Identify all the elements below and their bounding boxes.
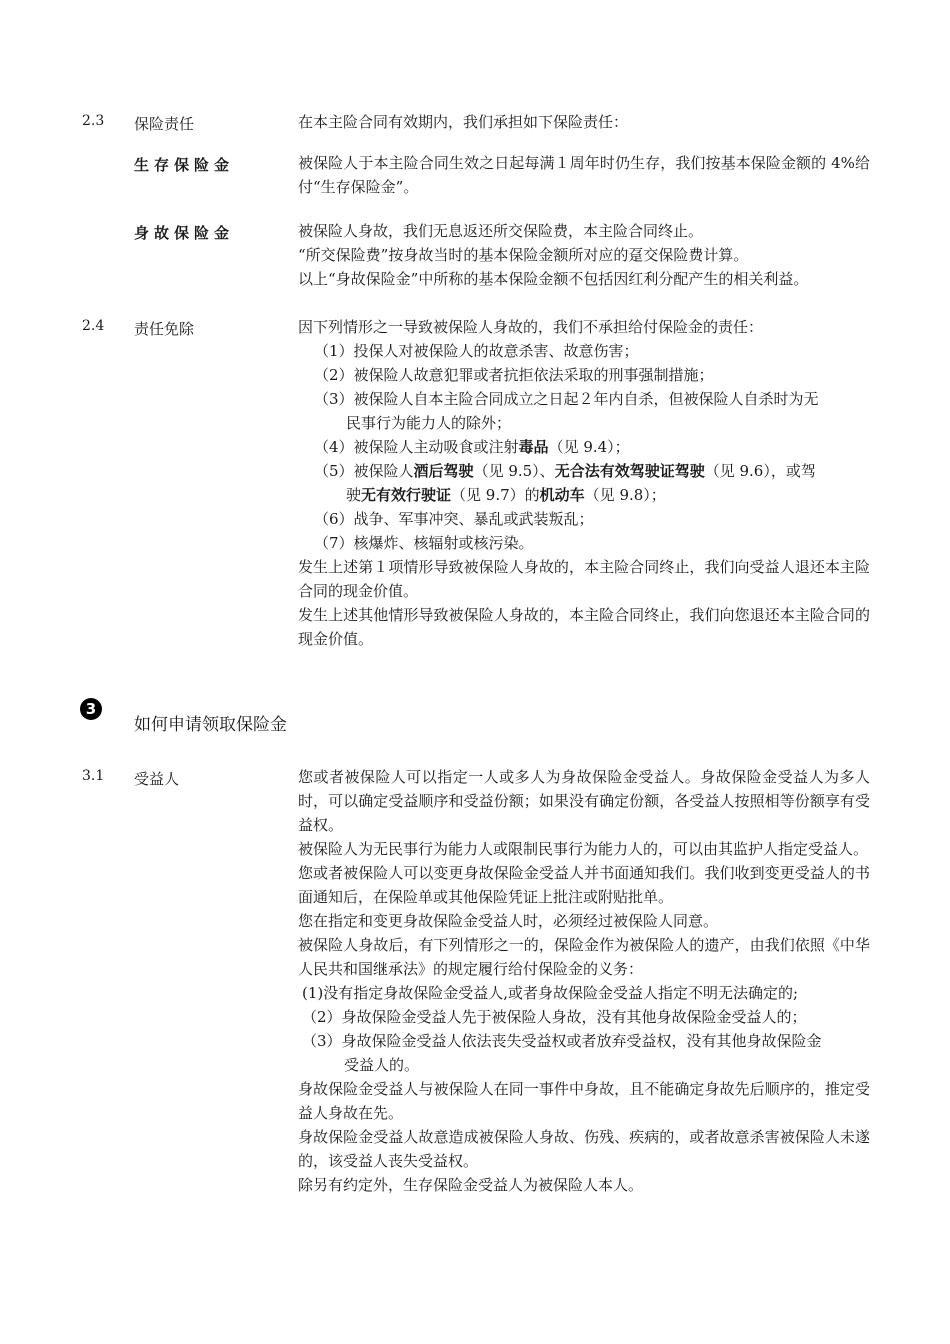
paragraph: 在本主险合同有效期内，我们承担如下保险责任： — [298, 113, 629, 131]
list-item — [298, 435, 870, 459]
section-title-3: 如何申请领取保险金 — [134, 715, 287, 735]
defined-term: 毒品 — [518, 438, 549, 456]
list-item: (1)没有指定身故保险金受益人,或者身故保险金受益人指定不明无法确定的; — [302, 984, 799, 1002]
list-item-text: （3）身故保险金受益人依法丧失受益权或者放弃受益权，没有其他身故保险金 — [302, 1032, 822, 1050]
list-item — [298, 459, 870, 507]
list-item — [298, 1029, 870, 1077]
clause-number-3-1: 3.1 — [82, 768, 105, 784]
list-item-text: （见 9.4）； — [548, 438, 630, 456]
clause-body-3-1 — [298, 765, 870, 1197]
defined-term: 机动车 — [539, 486, 585, 504]
paragraph: 被保险人于本主险合同生效之日起每满１周年时仍生存，我们按基本保险金额的 4%给付“生存保险金”。 — [298, 154, 870, 196]
subheading-survival-benefit: 生存保险金 — [134, 156, 235, 174]
list-item: （2）身故保险金受益人先于被保险人身故，没有其他身故保险金受益人的； — [302, 1008, 807, 1026]
list-item-text: （见 9.8）； — [584, 486, 666, 504]
paragraph: 除另有约定外，生存保险金受益人为被保险人本人。 — [298, 1176, 644, 1194]
section-number-3-icon: 3 — [80, 698, 102, 720]
paragraph: 因下列情形之一导致被保险人身故的，我们不承担给付保险金的责任： — [298, 318, 764, 336]
list-item-text: （见 9.6），或驾 — [704, 462, 816, 480]
list-item-continuation: 民事行为能力人的除外； — [346, 414, 512, 432]
list-item: （6）战争、军事冲突、暴乱或武装叛乱； — [314, 510, 594, 528]
paragraph: 以上“身故保险金”中所称的基本保险金额不包括因红利分配产生的相关利益。 — [298, 270, 809, 288]
paragraph: 发生上述其他情形导致被保险人身故的，本主险合同终止，我们向您退还本主险合同的现金价值。 — [298, 606, 870, 648]
list-item-text: （5）被保险人 — [314, 462, 414, 480]
list-item-text: （见 9.5）、 — [473, 462, 555, 480]
paragraph: 被保险人为无民事行为能力人或限制民事行为能力人的，可以由其监护人指定受益人。 — [298, 840, 869, 858]
clause-title-2-3: 保险责任 — [134, 115, 195, 133]
paragraph: 您或者被保险人可以变更身故保险金受益人并书面通知我们。我们收到变更受益人的书面通知后，在保险单或其他保险凭证上批注或附贴批单。 — [298, 864, 870, 906]
defined-term: 无有效行驶证 — [361, 486, 452, 504]
list-item: （7）核爆炸、核辐射或核污染。 — [314, 534, 534, 552]
clause-title-3-1: 受益人 — [134, 770, 180, 788]
clause-number-2-4: 2.4 — [82, 318, 105, 334]
list-item-text: （见 9.7）的 — [451, 486, 540, 504]
list-item: （2）被保险人故意犯罪或者抗拒依法采取的刑事强制措施； — [314, 366, 714, 384]
defined-term: 酒后驾驶 — [413, 462, 474, 480]
list-item-continuation: 受益人的。 — [344, 1056, 420, 1074]
paragraph: 您在指定和变更身故保险金受益人时，必须经过被保险人同意。 — [298, 912, 719, 930]
survival-benefit-text — [298, 151, 870, 199]
clause-title-2-4: 责任免除 — [134, 320, 195, 338]
paragraph: 身故保险金受益人与被保险人在同一事件中身故，且不能确定身故先后顺序的，推定受益人身故在先。 — [298, 1080, 870, 1122]
paragraph: 身故保险金受益人故意造成被保险人身故、伤残、疾病的，或者故意杀害被保险人未遂的，该受益人丧失受益权。 — [298, 1128, 870, 1170]
clause-intro-2-3 — [298, 110, 870, 134]
list-item-text: 驶 — [346, 486, 362, 504]
subheading-death-benefit: 身故保险金 — [134, 224, 235, 242]
paragraph: 被保险人身故后，有下列情形之一的，保险金作为被保险人的遗产，由我们依照《中华人民共和国继承法》的规定履行给付保险金的义务： — [298, 936, 870, 978]
list-item-text: （3）被保险人自本主险合同成立之日起２年内自杀，但被保险人自杀时为无 — [314, 390, 819, 408]
paragraph: “所交保险费”按身故当时的基本保险金额所对应的趸交保险费计算。 — [298, 246, 749, 264]
list-item-continuation — [314, 483, 870, 507]
death-benefit-text — [298, 219, 870, 291]
paragraph: 发生上述第１项情形导致被保险人身故的，本主险合同终止，我们向受益人退还本主险合同的现金价值。 — [298, 558, 870, 600]
list-item — [298, 387, 870, 435]
clause-body-2-4 — [298, 315, 870, 651]
paragraph: 被保险人身故，我们无息返还所交保险费，本主险合同终止。 — [298, 222, 704, 240]
list-item: （1）投保人对被保险人的故意杀害、故意伤害； — [314, 342, 639, 360]
paragraph: 您或者被保险人可以指定一人或多人为身故保险金受益人。身故保险金受益人为多人时，可以确定受益顺序和受益份额；如果没有确定份额，各受益人按照相等份额享有受益权。 — [298, 768, 870, 834]
clause-number-2-3: 2.3 — [82, 113, 105, 129]
defined-term: 无合法有效驾驶证驾驶 — [554, 462, 705, 480]
list-item-text: （4）被保险人主动吸食或注射 — [314, 438, 519, 456]
